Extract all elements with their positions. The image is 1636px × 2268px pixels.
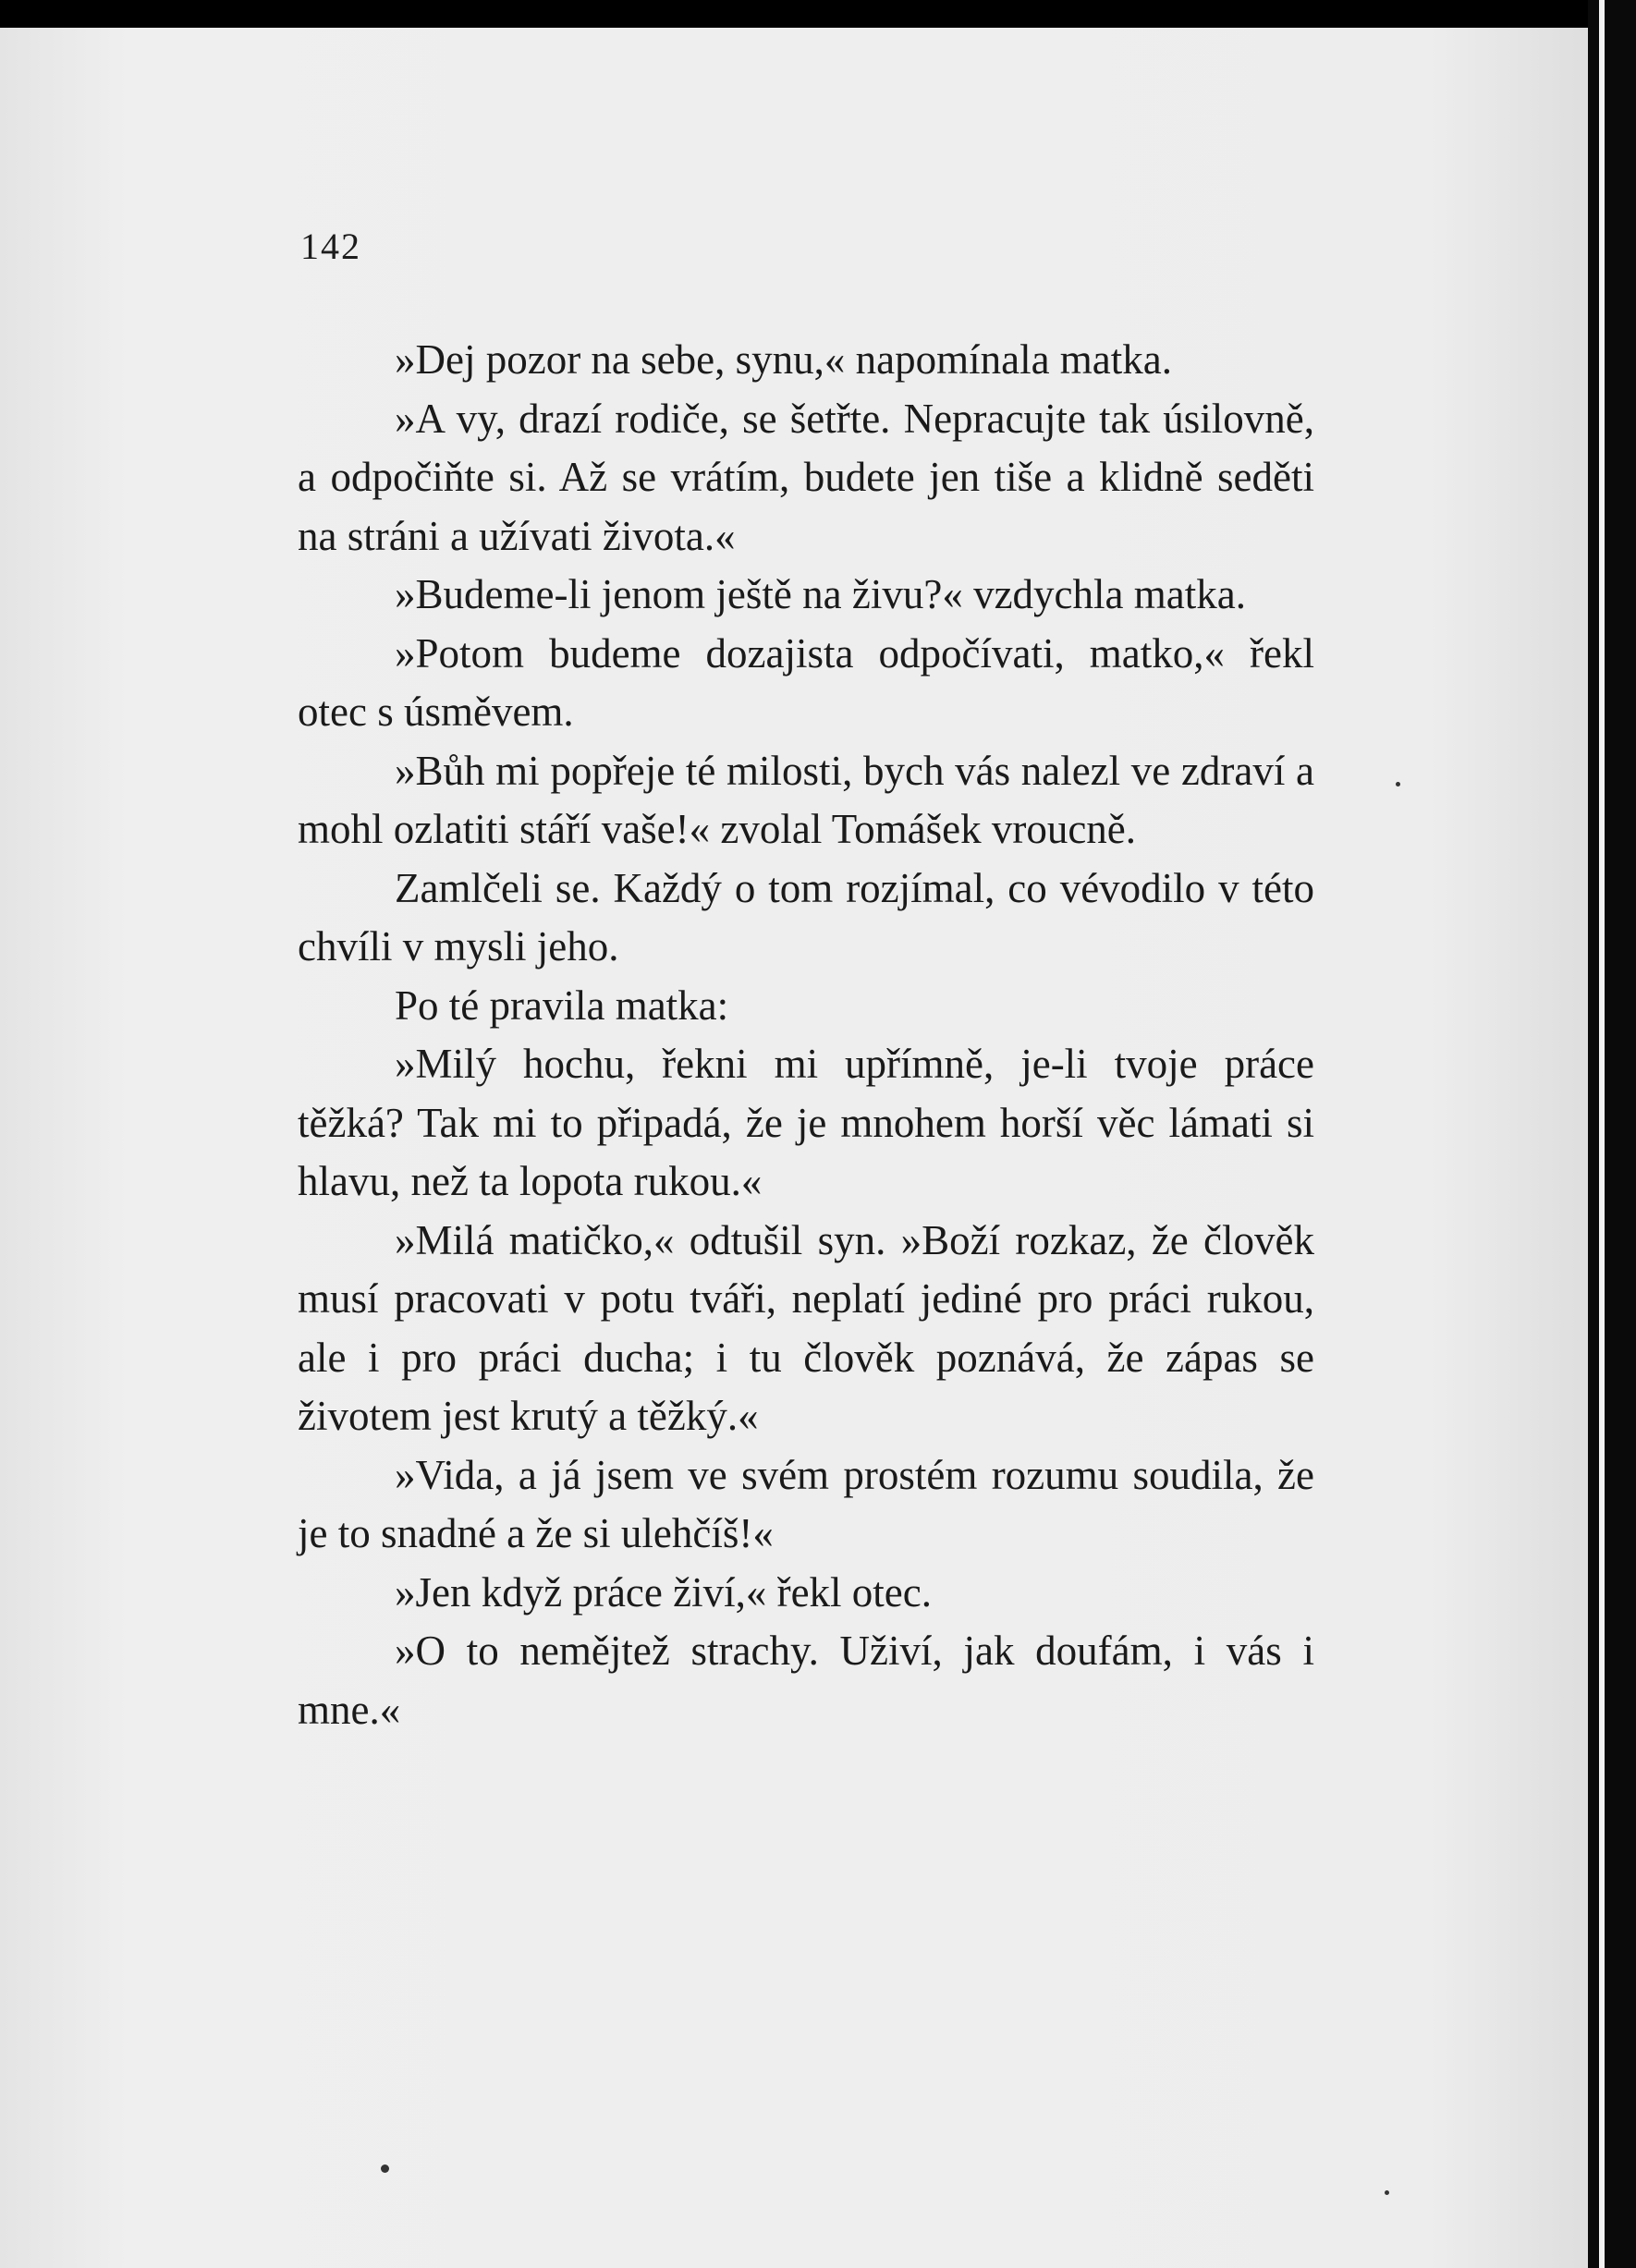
paragraph: »Milý hochu, řekni mi upřímně, je-li tvoje práce těžká? Tak mi to připadá, že je mnohem horší věc lámati si hlavu, než ta lopota rukou.« [298,1041,1314,1204]
scan-speck [1385,2190,1389,2195]
page-number: 142 [300,226,361,267]
paragraph: Po té pravila matka: [395,982,729,1029]
paragraph: »O to nemějtež strachy. Uživí, jak doufám, i vás i mne.« [298,1628,1314,1733]
scan-speck [1396,782,1400,786]
paragraph: »Budeme-li jenom ještě na živu?« vzdychla matka. [395,571,1246,617]
paragraph: Zamlčeli se. Každý o tom rozjímal, co vévodilo v této chvíli v mysli jeho. [298,864,1314,969]
scan-edge [1588,0,1636,2268]
paragraph: »Jen když práce živí,« řekl otec. [395,1568,933,1616]
paragraph: »Milá matičko,« odtušil syn. »Boží rozkaz, že člověk musí pracovati v potu tváři, neplatí jediné pro práci rukou, ale i pro práci ducha; i tu člověk poznává, že zápas se životem jest krutý a těžký.« [298,1216,1314,1439]
paragraph: »A vy, drazí rodiče, se šetřte. Nepracujte tak úsilovně, a odpočiňte si. Až se vrátím, budete jen tiše a klidně seděti na stráni a užívati života.« [298,395,1314,559]
paragraph: »Vida, a já jsem ve svém prostém rozumu soudila, že je to snadné a že si ulehčíš!« [298,1451,1314,1556]
paragraph: »Dej pozor na sebe, synu,« napomínala matka. [395,336,1173,383]
paragraph: »Potom budeme dozajista odpočívati, matko,« řekl otec s úsměvem. [298,629,1314,735]
scan-speck [381,2164,389,2173]
body-text [298,331,1314,1739]
page-border-strip [1599,0,1605,2268]
paragraph: »Bůh mi popřeje té milosti, bych vás nalezl ve zdraví a mohl ozlatiti stáří vaše!« zvolal Tomášek vroucně. [298,747,1314,852]
